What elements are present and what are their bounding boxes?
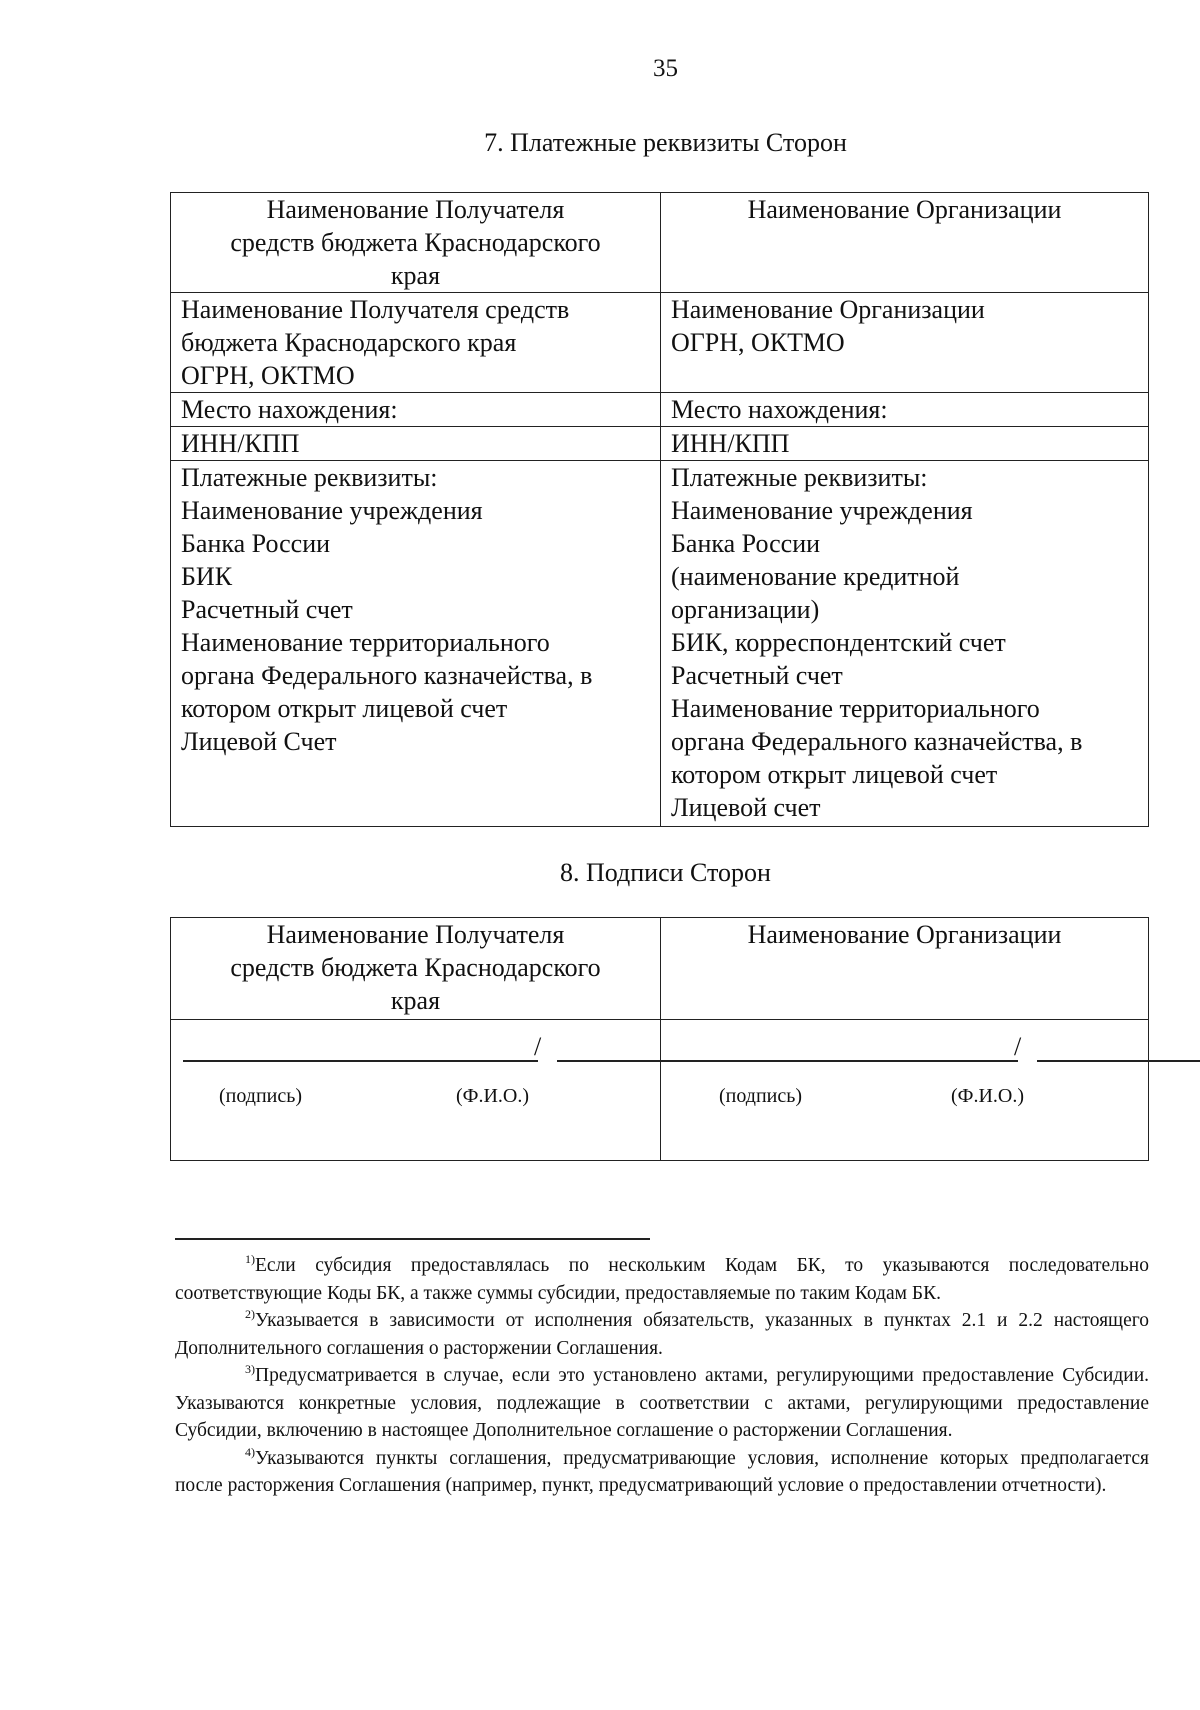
page-number: 35 (653, 55, 678, 82)
cell-line: БИК, корреспондентский счет (671, 628, 1006, 657)
table-row (171, 293, 1149, 393)
signature-caption: (подпись) (219, 1085, 303, 1107)
cell-line: Наименование Получателя средств (181, 295, 570, 324)
signature-slash: / (534, 1032, 542, 1061)
signature-caption: (подпись) (719, 1085, 803, 1107)
payment-details-table (170, 192, 1149, 827)
table-row (171, 461, 1149, 827)
cell-line: органа Федерального казначейства, в (181, 661, 593, 690)
footnote-separator (175, 1238, 650, 1240)
footnote-text: Если субсидия предоставлялась по нескольким Кодам БК, то указываются последовательно соответствующие Коды БК, а также суммы субсидии, предоставляемые по таким Кодам БК. (175, 1255, 1149, 1304)
table-row (171, 193, 1149, 293)
signature-right-cell (661, 1020, 1149, 1161)
cell-line: Банка России (671, 529, 821, 558)
inn-right-cell (661, 427, 1149, 461)
fio-caption: (Ф.И.О.) (456, 1085, 530, 1107)
cell-line: Наименование территориального (671, 694, 1040, 723)
recipient-name-cell (171, 293, 661, 393)
table-row (171, 918, 1149, 1020)
cell-line: Лицевой счет (671, 793, 821, 822)
cell-line: бюджета Краснодарского края (181, 328, 517, 357)
cell-line: Расчетный счет (671, 661, 843, 690)
signature-line (183, 1060, 538, 1062)
cell-line: Расчетный счет (181, 595, 353, 624)
footnote-text: Указывается в зависимости от исполнения обязательств, указанных в пунктах 2.1 и 2.2 настоящего Дополнительного соглашения о расторжении Соглашения. (175, 1310, 1149, 1359)
header-left-cell (171, 193, 661, 293)
cell-line: БИК (181, 562, 233, 591)
cell-line: Наименование учреждения (671, 496, 973, 525)
cell-line: Платежные реквизиты: (671, 463, 928, 492)
payment-left-cell (171, 461, 661, 827)
cell-line: Место нахождения: (671, 395, 888, 424)
header-left-line: Наименование Получателя (266, 920, 565, 949)
signatures-table (170, 917, 1149, 1161)
section-8-title: 8. Подписи Сторон (560, 858, 771, 887)
fio-line (1037, 1060, 1200, 1062)
signature-header-right (661, 918, 1149, 1020)
signature-line (673, 1060, 1018, 1062)
cell-line: Банка России (181, 529, 331, 558)
cell-line: Наименование учреждения (181, 496, 483, 525)
cell-line: Место нахождения: (181, 395, 398, 424)
cell-line: ОГРН, ОКТМО (181, 361, 355, 390)
footnote-mark: 2) (245, 1307, 255, 1321)
signature-slash: / (1014, 1032, 1022, 1061)
header-left-line: края (390, 986, 441, 1015)
signature-block-right (661, 1020, 1148, 1160)
table-row (171, 1020, 1149, 1161)
signature-header-left (171, 918, 661, 1020)
footnote-mark: 3) (245, 1362, 255, 1376)
header-right-cell (661, 193, 1149, 293)
cell-line: (наименование кредитной (671, 562, 960, 591)
cell-line: котором открыт лицевой счет (181, 694, 508, 723)
footnote-mark: 4) (245, 1444, 255, 1459)
footnotes (175, 1252, 1149, 1500)
footnote-text: Предусматривается в случае, если это установлено актами, регулирующими предоставление Субсидии. Указываются конкретные условия, подлежащие в соответствии с актами, регулирующими предоставление Субсидии, включению в настоящее Дополнительное соглашение о расторжении Соглашения. (175, 1365, 1149, 1441)
organization-name-cell (661, 293, 1149, 393)
header-right-line: Наименование Организации (747, 195, 1062, 224)
cell-line: ОГРН, ОКТМО (671, 328, 845, 357)
cell-line: организации) (671, 595, 820, 624)
footnote-mark: 1) (245, 1252, 255, 1266)
location-left-cell (171, 393, 661, 427)
cell-line: ИНН/КПП (671, 429, 790, 458)
header-left-line: Наименование Получателя (266, 195, 565, 224)
header-left-line: края (390, 261, 441, 290)
signature-left-cell (171, 1020, 661, 1161)
footnote-1 (175, 1252, 1149, 1307)
footnote-2 (175, 1307, 1149, 1362)
cell-line: Наименование Организации (671, 295, 985, 324)
cell-line: Платежные реквизиты: (181, 463, 438, 492)
fio-caption: (Ф.И.О.) (951, 1085, 1025, 1107)
location-right-cell (661, 393, 1149, 427)
cell-line: органа Федерального казначейства, в (671, 727, 1083, 756)
inn-left-cell (171, 427, 661, 461)
footnote-4 (175, 1445, 1149, 1500)
table-row (171, 427, 1149, 461)
payment-right-cell (661, 461, 1149, 827)
header-right-line: Наименование Организации (747, 920, 1062, 949)
cell-line: котором открыт лицевой счет (671, 760, 998, 789)
header-left-line: средств бюджета Краснодарского (230, 953, 601, 982)
signature-block-left (171, 1020, 660, 1160)
table-row (171, 393, 1149, 427)
cell-line: ИНН/КПП (181, 429, 300, 458)
cell-line: Лицевой Счет (181, 727, 337, 756)
footnote-3 (175, 1362, 1149, 1445)
cell-line: Наименование территориального (181, 628, 550, 657)
header-left-line: средств бюджета Краснодарского (230, 228, 601, 257)
section-7-title: 7. Платежные реквизиты Сторон (484, 128, 847, 157)
footnote-text: Указываются пункты соглашения, предусматривающие условия, исполнение которых предполагается после расторжения Соглашения (например, пункт, предусматривающий условие о предоставлении отчетности). (175, 1447, 1149, 1496)
